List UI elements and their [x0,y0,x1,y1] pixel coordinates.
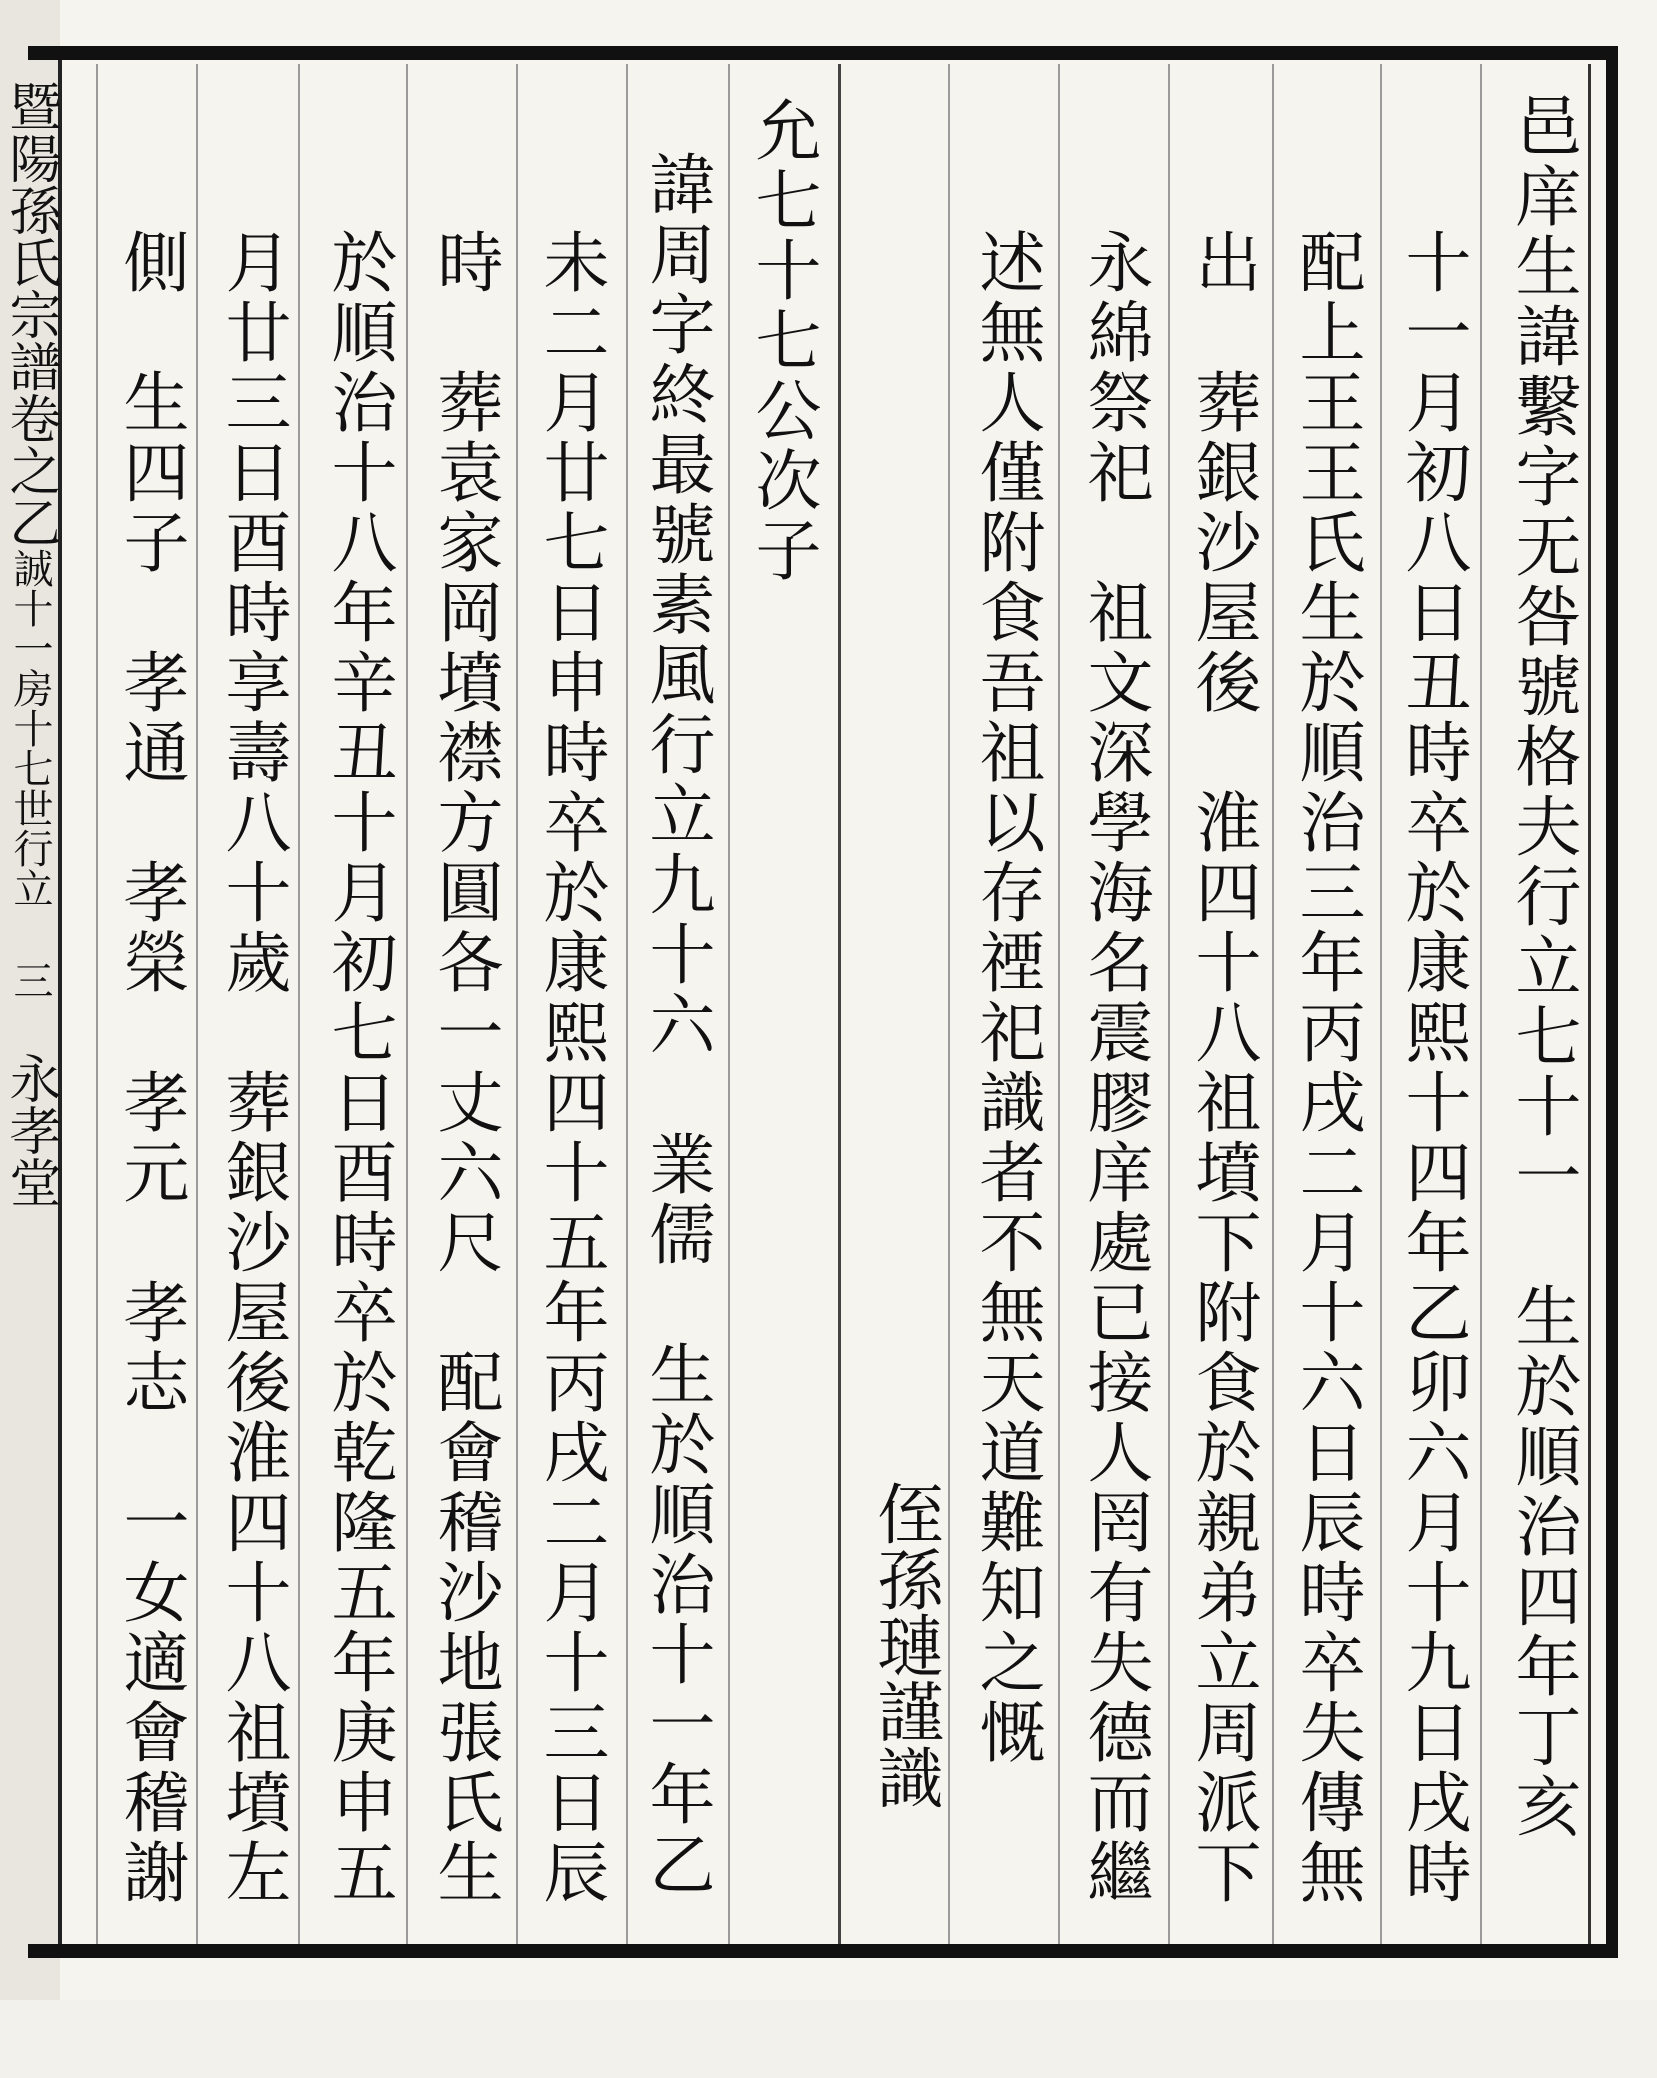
column-rule [626,64,628,1944]
signature-line: 侄孫璉謹識 [866,1480,943,1810]
column-rule [96,64,98,1944]
column-rule [1480,64,1482,1944]
column-rule [1272,64,1274,1944]
spine-hall-name: 永孝堂 [0,1052,60,1208]
text-column-8: 允七十七公次子 [744,96,821,586]
spine-page-number: 三 [7,960,53,1000]
text-column-14: 側 生四子 孝通 孝榮 孝元 孝志 一女適會稽謝 [112,228,189,1908]
text-column-2: 十一月初八日丑時卒於康熙十四年乙卯六月十九日戌時 [1394,228,1471,1908]
column-rule [196,64,198,1944]
spine-label [2,80,58,1940]
column-rule [516,64,518,1944]
spine-branch: 誠十一房十七世行立 [7,548,53,908]
right-inner-border [1588,64,1591,1944]
column-rule [298,64,300,1944]
text-column-6: 述無人僅附食吾祖以存禋祀識者不無天道難知之慨 [968,228,1045,1768]
text-column-12: 於順治十八年辛丑十月初七日酉時卒於乾隆五年庚申五 [320,228,397,1908]
text-column-5: 永綿祭祀 祖文深學海名震膠庠處已接人罔有失德而繼 [1076,228,1153,1908]
text-column-13: 月廿三日酉時享壽八十歲 葬銀沙屋後淮四十八祖墳左 [214,228,291,1908]
text-column-4: 出 葬銀沙屋後 淮四十八祖墳下附食於親弟立周派下 [1184,228,1261,1908]
column-rule [728,64,730,1944]
text-column-9: 諱周字終最號素風行立九十六 業儒 生於順治十一年乙 [638,150,715,1900]
text-column-3: 配上王王氏生於順治三年丙戌二月十六日辰時卒失傳無 [1288,228,1365,1908]
center-fold-rule [838,64,841,1944]
column-rule [406,64,408,1944]
top-border [28,46,1618,60]
text-column-1: 邑庠生諱繫字无咎號格夫行立七十一 生於順治四年丁亥 [1504,92,1581,1842]
column-rule [1380,64,1382,1944]
column-rule [1058,64,1060,1944]
right-border [1606,46,1618,1958]
column-rule [1168,64,1170,1944]
spine-title: 暨陽孫氏宗譜 [0,80,60,392]
spine-volume: 卷之乙 [0,392,60,548]
text-column-11: 時 葬袁家岡墳襟方圓各一丈六尺 配會稽沙地張氏生 [426,228,503,1908]
text-column-10: 未二月廿七日申時卒於康熙四十五年丙戌二月十三日辰 [532,228,609,1908]
